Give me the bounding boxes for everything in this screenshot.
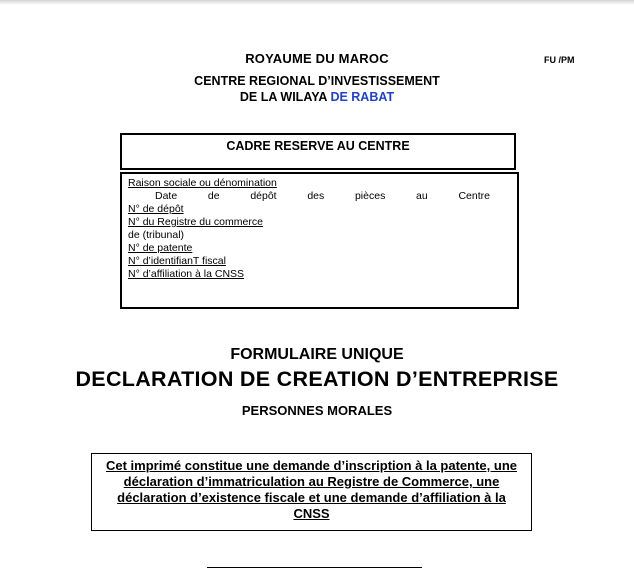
notice-box: [91, 453, 532, 531]
declaration-title: DECLARATION DE CREATION D’ENTREPRISE: [75, 367, 559, 391]
wilaya-name: DE RABAT: [330, 90, 395, 104]
date-word: dépôt: [250, 190, 277, 202]
raison-sociale-label: Raison sociale ou dénomination: [128, 177, 277, 189]
country-heading: ROYAUME DU MAROC: [245, 51, 389, 66]
wilaya-prefix: DE LA WILAYA: [239, 90, 331, 104]
personnes-subtitle: PERSONNES MORALES: [241, 403, 393, 418]
top-edge-shadow: [0, 0, 634, 5]
date-word: des: [307, 190, 325, 202]
tribunal-label: de (tribunal): [128, 229, 185, 241]
notice-text: Cet imprimé constitue une demande d’inscription à la patente, une déclaration d’immatriculation au Registre de Commerce, une déclaration d’existence fiscale et une demande d’affiliation à la CNSS: [105, 458, 518, 521]
bottom-rule: [207, 567, 422, 568]
formulaire-title: FORMULAIRE UNIQUE: [230, 346, 404, 363]
date-word: pièces: [354, 190, 386, 202]
num-cnss-label: N° d’affiliation à la CNSS: [128, 268, 245, 280]
cadre-title: CADRE RESERVE AU CENTRE: [226, 139, 410, 153]
centre-heading: CENTRE REGIONAL D’INVESTISSEMENT: [194, 74, 440, 88]
date-word: de: [207, 190, 220, 202]
date-depot-label: [155, 190, 490, 203]
date-word: au: [416, 190, 428, 202]
num-depot-label: N° de dépôt: [128, 203, 184, 215]
date-word: Date: [155, 190, 178, 202]
form-code: FU /PM: [544, 55, 575, 65]
num-registre-label: N° du Registre du commerce: [128, 216, 263, 228]
date-word: Centre: [458, 190, 490, 202]
cadre-title-box: [120, 133, 516, 170]
num-patente-label: N° de patente: [128, 242, 193, 254]
num-fiscal-label: N° d’identifianT fiscal: [128, 255, 226, 267]
wilaya-heading: [0, 90, 634, 104]
